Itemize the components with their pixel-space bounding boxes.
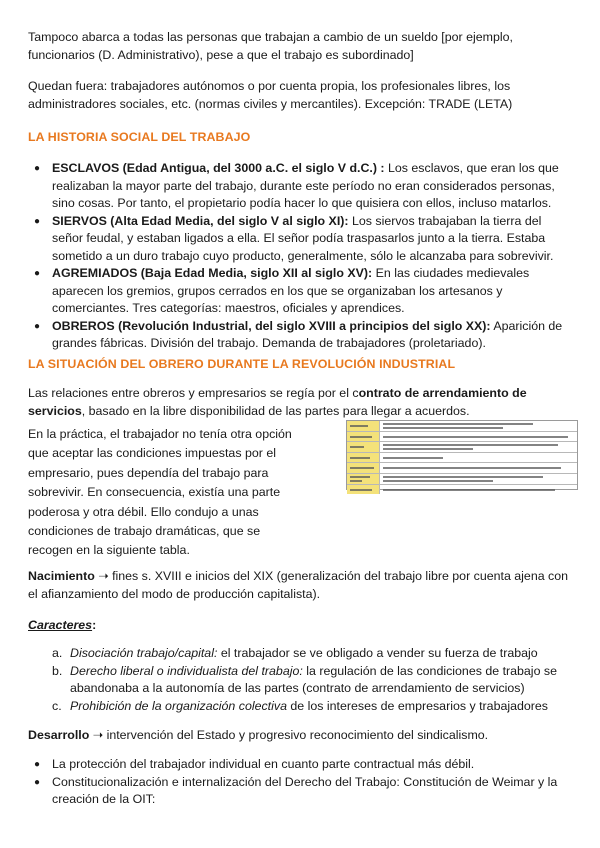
history-list [28,160,573,353]
list-item [28,318,573,353]
item-text: En las ciudades medievales aparecen los gremios, grupos cerrados en los que se organizaban los artesanos y comerciantes. Tres categorías: maestros, oficiales y aprendices. [52,266,530,315]
list-marker: b. [52,663,63,678]
relations-term: ontrato de arrendamiento de servicios [28,386,527,418]
item-term: Disociación trabajo/capital: [70,646,218,660]
item-text: la regulación de las condiciones de trabajo se abandonaba a la autonomía de las partes (contrato de arrendamiento de servicios) [70,663,557,695]
development-label: Desarrollo [28,728,90,742]
development-text: ➝ intervención del Estado y progresivo reconocimiento del sindicalismo. [89,728,489,742]
development-paragraph [28,727,573,745]
list-marker: c. [52,698,62,713]
working-conditions-table-image [346,420,578,490]
intro-paragraph-2: Quedan fuera: trabajadores autónomos o por cuenta propia, los profesionales libres, los administradores sociales, etc. (normas civiles y mercantiles). Excepción: TRADE (LETA) [28,79,513,111]
item-term: Prohibición de la organización colectiva [70,698,287,713]
list-item: ● Constitucionalización e internalización del Derecho del Trabajo: Constitución de Weimar y la creación de la OIT: [28,774,573,809]
relations-text-a: Las relaciones entre obreros y empresarios se regía por el c [28,386,359,400]
item-text: Los siervos trabajaban la tierra del señor feudal, y estaban ligados a ella. El señor podía traspasarlos junto a la tierra. Estaba sometido a un duro trabajo cuyo producto, generalmente, sólo le alcanzaba para sobrevivir. [52,213,554,263]
characters-heading [28,617,573,635]
item-term: Derecho liberal o individualista del trabajo: [70,663,303,678]
list-marker: a. [52,646,63,660]
list-item [28,645,573,663]
practice-paragraph: En la práctica, el trabajador no tenía otra opción que aceptar las condiciones impuestas por el empresario, pues dependía del trabajo para sobrevivir. En consecuencia, existía una parte poderosa y otra débil. Ello condujo a unas condiciones de trabajo dramáticas, que se recogen en la siguiente tabla. [28,427,292,558]
birth-paragraph [28,568,573,603]
birth-text: ➝ fines s. XVIII e inicios del XIX (generalización del trabajo libre por cuenta ajena con el afianzamiento del modo de producción capitalista). [28,569,569,601]
development-list [28,756,573,809]
item-text: de los intereses de empresarios y trabajadores [286,698,548,713]
characters-colon: : [92,618,97,632]
item-term: ESCLAVOS (Edad Antigua, del 3000 a.C. el siglo V d.C.) : [52,161,385,175]
item-text: el trabajador se ve obligado a vender su fuerza de trabajo [217,646,538,660]
intro-paragraph-1: Tampoco abarca a todas las personas que trabajan a cambio de un sueldo [por ejemplo, funcionarios (D. Administrativo), pese a que el trabajo es subordinado] [28,30,513,62]
characters-list [28,645,573,715]
birth-label: Nacimiento [28,569,95,583]
list-item [28,698,573,716]
characters-label: Caracteres [28,618,93,632]
section-heading-situation: LA SITUACIÓN DEL OBRERO DURANTE LA REVOLUCIÓN INDUSTRIAL [28,357,456,371]
list-item [28,160,573,213]
list-item: ● La protección del trabajador individual en cuanto parte contractual más débil. [28,756,573,774]
item-text: Aparición de grandes fábricas. División del trabajo. Demanda de trabajadores (proletariado). [52,318,563,350]
item-term: AGREMIADOS (Baja Edad Media, siglo XII al siglo XV): [52,266,373,280]
list-item [28,663,573,698]
list-item [28,265,573,318]
item-term: SIERVOS (Alta Edad Media, del siglo V al siglo XI): [52,213,349,228]
list-item [28,213,573,266]
relations-text-c: , basado en la libre disponibilidad de las partes para llegar a acuerdos. [81,403,470,418]
section-heading-history: LA HISTORIA SOCIAL DEL TRABAJO [28,130,251,144]
item-text: Los esclavos, que eran los que realizaban la mayor parte del trabajo, durante este período no eran considerados personas, sino cosas. Por tanto, el propietario podía hacer lo que quisiera con ellos, incluso matarlos. [52,161,559,210]
relations-paragraph [28,385,573,420]
item-term: OBREROS (Revolución Industrial, del siglo XVIII a principios del siglo XX): [52,318,491,333]
